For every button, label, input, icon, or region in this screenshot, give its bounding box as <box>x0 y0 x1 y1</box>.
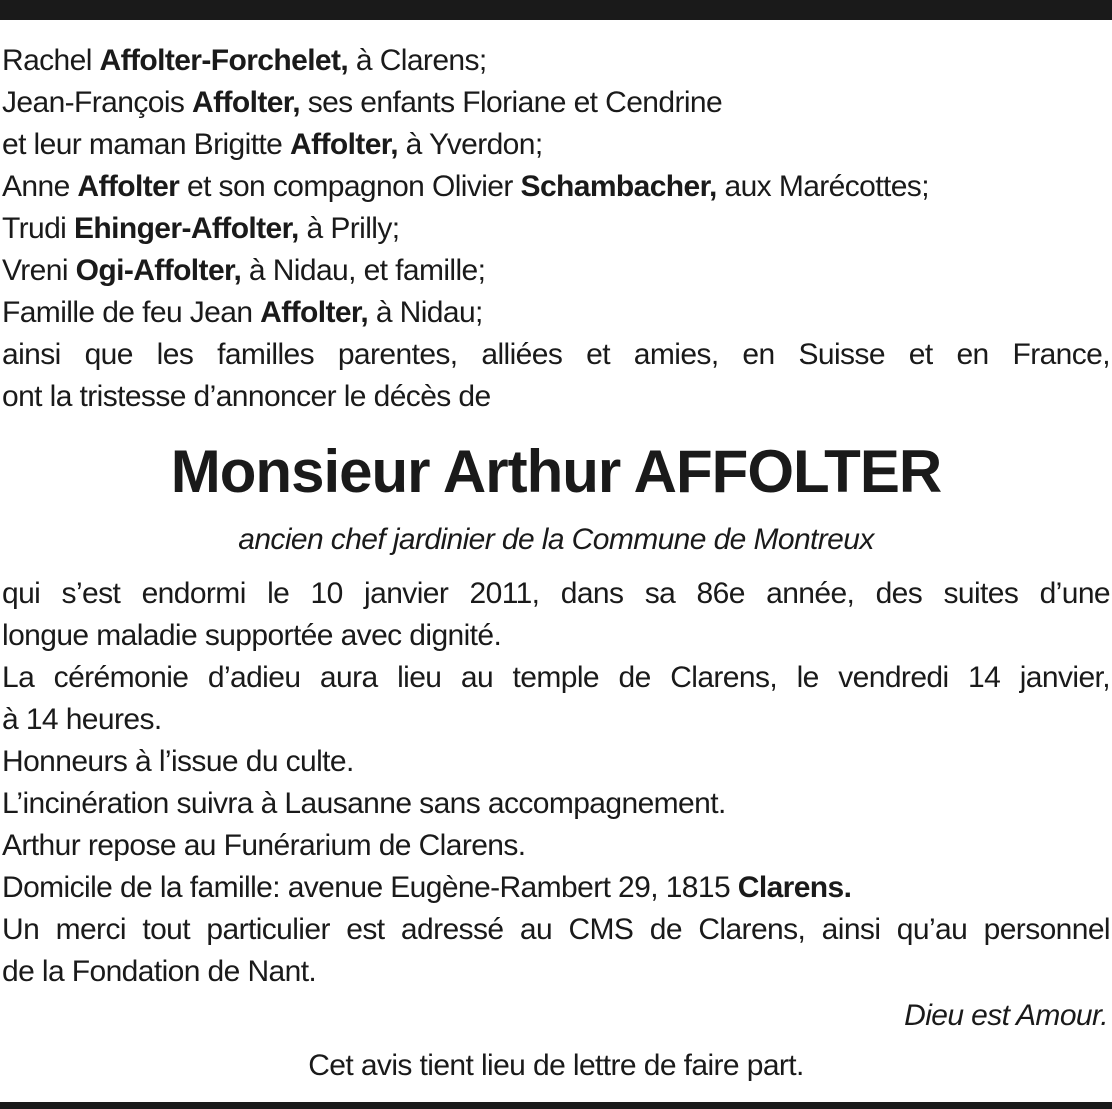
family-line-text: aux Marécottes; <box>716 170 929 203</box>
family-name: Affolter, <box>192 86 300 119</box>
family-line <box>2 124 1110 166</box>
announcement-line: ont la tristesse d’annoncer le décès de <box>2 380 491 413</box>
deceased-role: ancien chef jardinier de la Commune de Montreux <box>238 523 874 556</box>
bottom-rule <box>0 1102 1112 1109</box>
family-line-text: à Prilly; <box>298 212 400 245</box>
family-line <box>2 208 1110 250</box>
family-line-text: à Nidau; <box>368 296 483 329</box>
family-list <box>2 40 1110 418</box>
family-line-text: Rachel <box>2 44 100 77</box>
family-line-text: à Clarens; <box>348 44 487 77</box>
family-line <box>2 250 1110 292</box>
family-name: Affolter-Forchelet, <box>99 44 349 77</box>
family-line <box>2 292 1110 334</box>
family-name: Schambacher, <box>520 170 717 203</box>
family-line <box>2 166 1110 208</box>
family-line-text: à Yverdon; <box>397 128 543 161</box>
family-name: Affolter, <box>260 296 369 329</box>
details-line: La cérémonie d’adieu aura lieu au temple de Clarens, le vendredi 14 janvier, <box>2 661 1110 694</box>
family-line-text: Jean-François <box>2 86 193 119</box>
details-line: Un merci tout particulier est adressé au CMS de Clarens, ainsi qu’au personnel <box>2 913 1110 946</box>
ceremony-details <box>2 573 1110 993</box>
address-text: Domicile de la famille: avenue Eugène-Rambert 29, 1815 <box>2 871 738 904</box>
details-line: Arthur repose au Funérarium de Clarens. <box>2 829 526 862</box>
family-name: Affolter <box>77 170 180 203</box>
family-line-text: Trudi <box>2 212 74 245</box>
family-line-text: Anne <box>2 170 78 203</box>
address-town: Clarens. <box>737 871 852 904</box>
details-line: L’incinération suivra à Lausanne sans accompagnement. <box>2 787 726 820</box>
family-name: Ehinger-Affolter, <box>73 212 299 245</box>
family-name: Affolter, <box>290 128 398 161</box>
family-line-text: Vreni <box>2 254 76 287</box>
family-line <box>2 40 1110 82</box>
family-line-text: et son compagnon Olivier <box>179 170 521 203</box>
details-line: longue maladie supportée avec dignité. <box>2 619 502 652</box>
family-line-text: à Nidau, et famille; <box>241 254 486 287</box>
details-line: de la Fondation de Nant. <box>2 955 317 988</box>
family-line: ainsi que les familles parentes, alliées et amies, en Suisse et en France, <box>2 338 1110 371</box>
top-rule <box>0 0 1112 20</box>
motto: Dieu est Amour. <box>904 999 1108 1032</box>
family-line <box>2 82 1110 124</box>
family-name: Ogi-Affolter, <box>75 254 242 287</box>
details-line: Honneurs à l’issue du culte. <box>2 745 354 778</box>
details-line: à 14 heures. <box>2 703 162 736</box>
family-line-text: ses enfants Floriane et Cendrine <box>299 86 723 119</box>
notice-text: Cet avis tient lieu de lettre de faire part. <box>308 1049 804 1082</box>
deceased-name: Monsieur Arthur AFFOLTER <box>170 438 942 505</box>
family-address <box>2 867 1110 909</box>
family-line-text: Famille de feu Jean <box>2 296 261 329</box>
details-line: qui s’est endormi le 10 janvier 2011, dans sa 86e année, des suites d’une <box>2 577 1110 610</box>
family-line-text: et leur maman Brigitte <box>2 128 290 161</box>
